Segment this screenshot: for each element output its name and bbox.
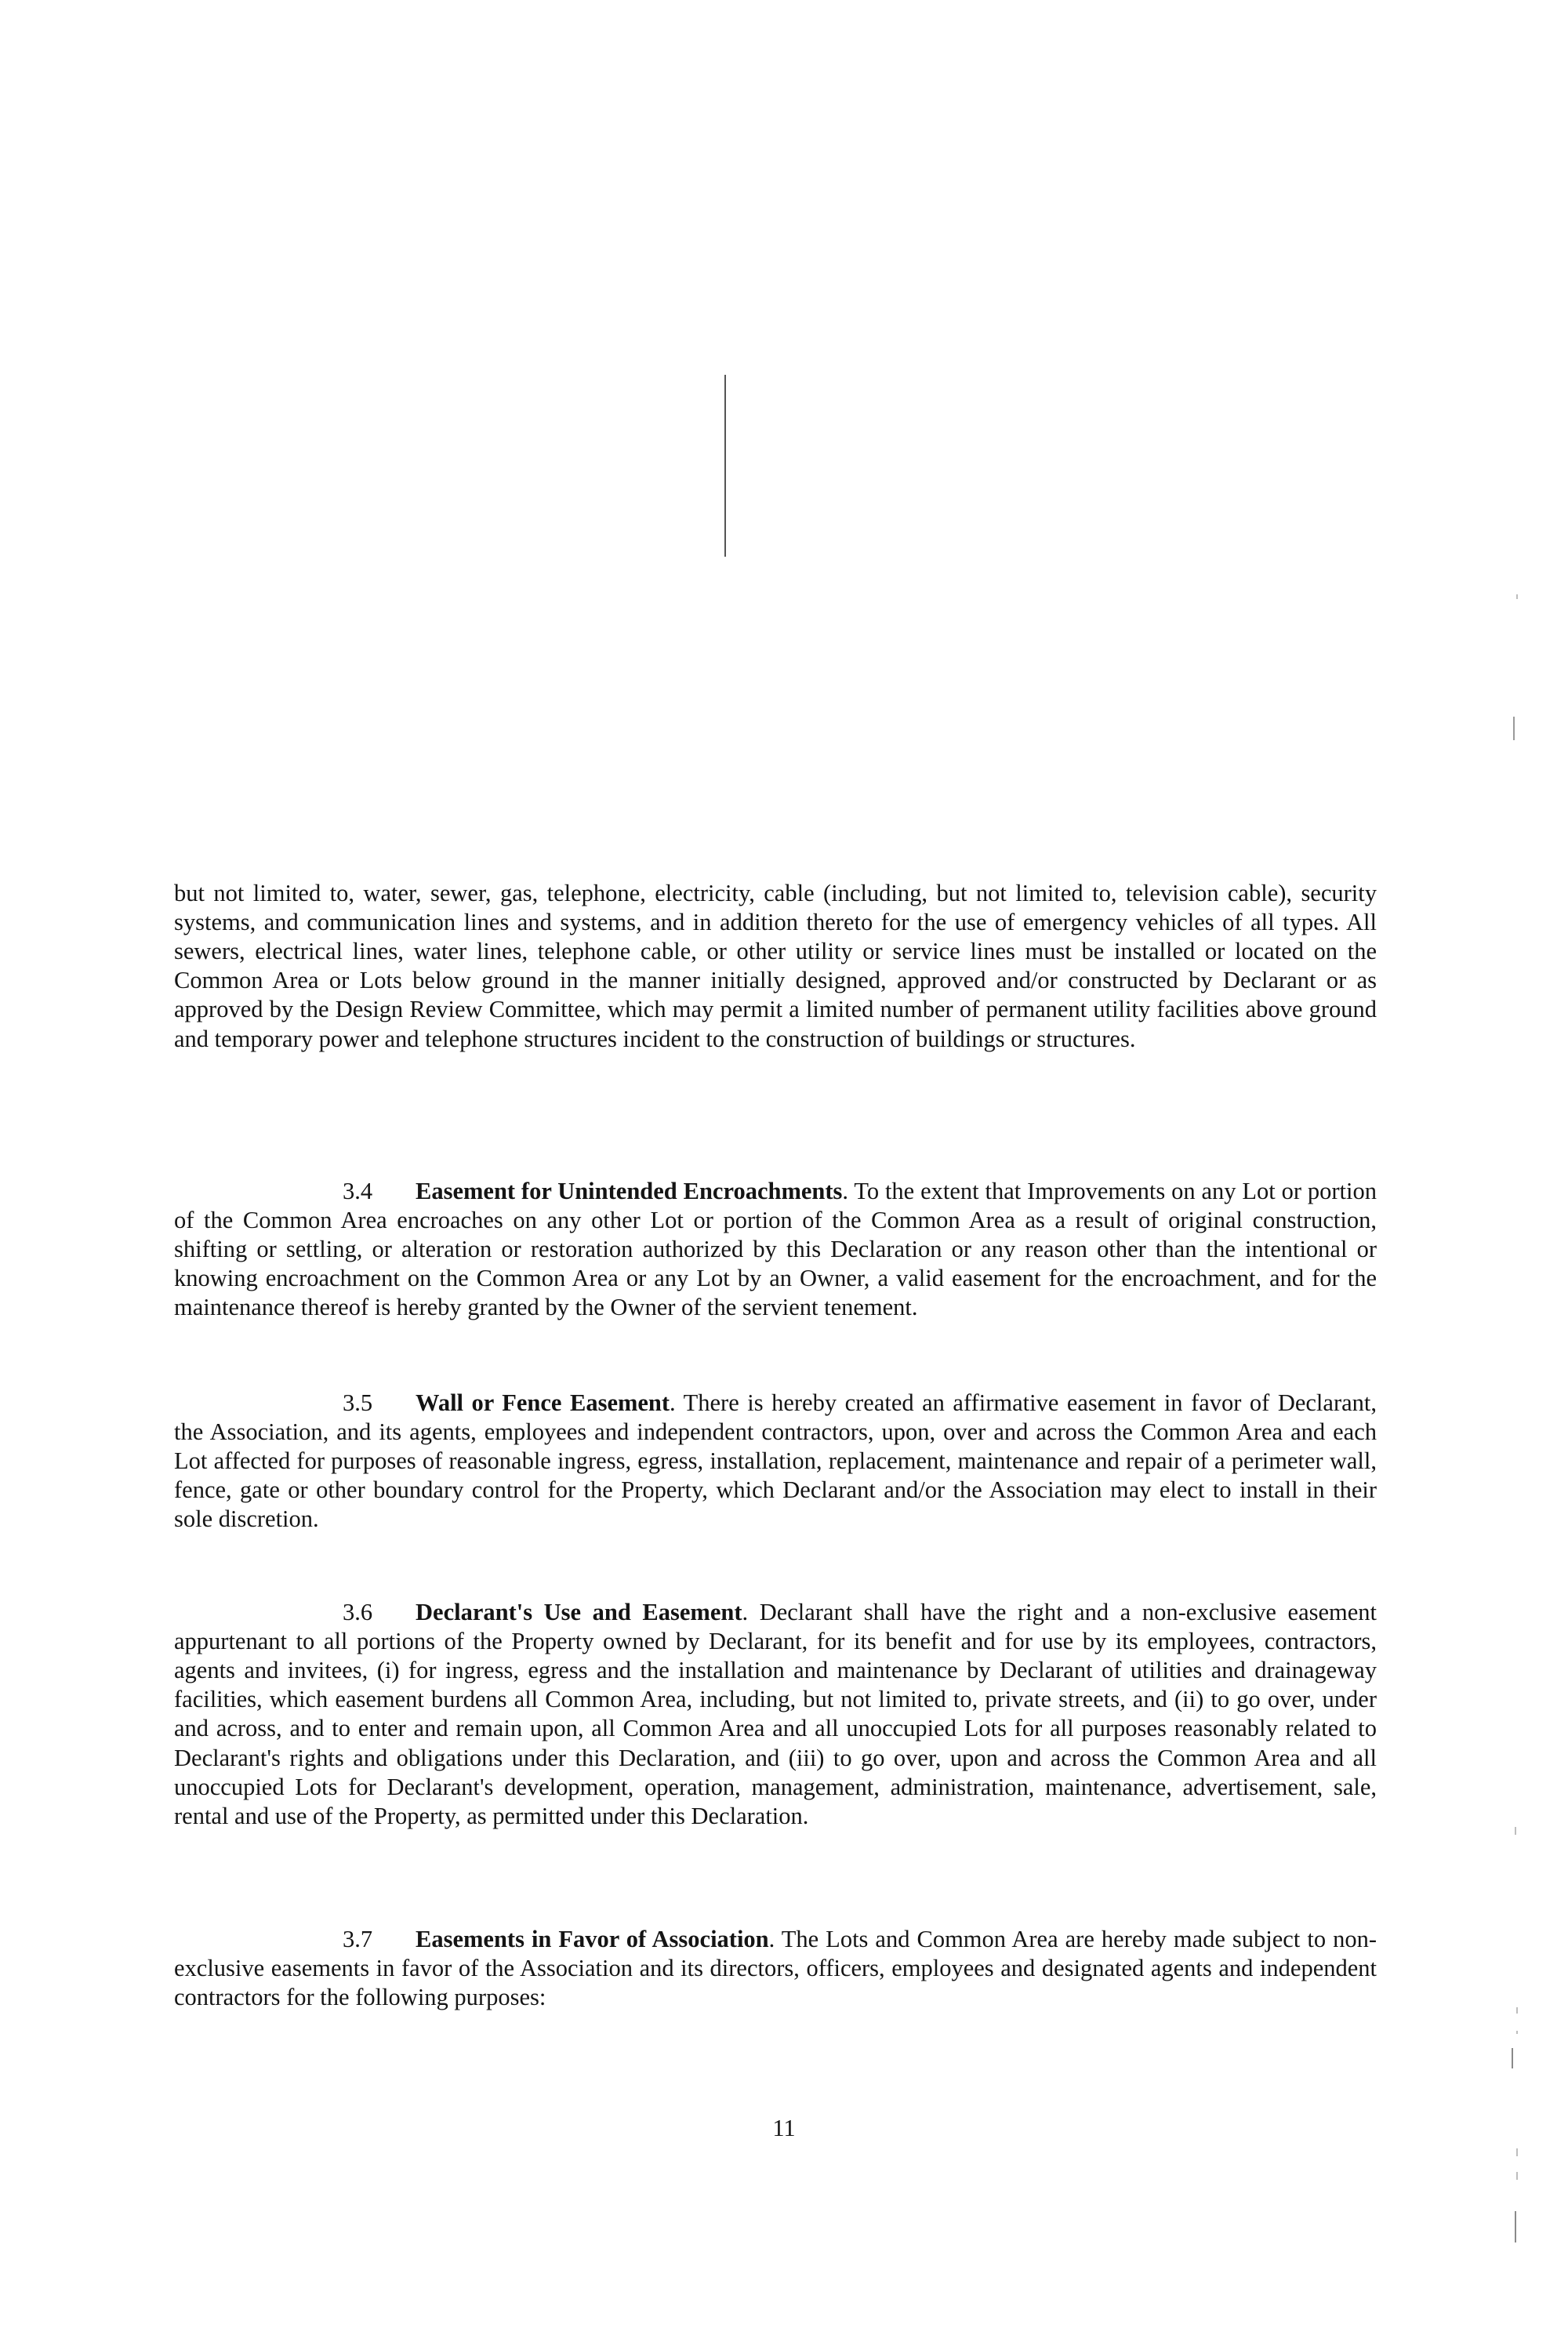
section-body: Declarant shall have the right and a non-exclusive easement appurtenant to all portions of the Property owned by Declarant, for its benefit and for use by its employees, contractors, agents and invitees, (i) for ingress, egress and the installation and maintenance by Declarant of utilities and drainageway facilities, which easement burdens all Common Area, including, but not limited to, private streets, and (ii) to go over, under and across, and to enter and remain upon, all Common Area and all unoccupied Lots for all purposes reasonably related to Declarant's rights and obligations under this Declaration, and (iii) to go over, upon and across the Common Area and all unoccupied Lots for Declarant's development, operation, management, administration, maintenance, advertisement, sale, rental and use of the Property, as permitted under this Declaration.	[174, 1598, 1377, 1829]
scan-edge-mark	[1515, 2211, 1516, 2242]
section-title: Declarant's Use and Easement	[416, 1598, 742, 1625]
section-title: Wall or Fence Easement	[416, 1389, 670, 1416]
section-title: Easements in Favor of Association	[416, 1925, 769, 1952]
scan-edge-mark	[1512, 2048, 1513, 2068]
section-3-4	[174, 1177, 1377, 1323]
scan-edge-mark	[1516, 2172, 1518, 2180]
section-number: 3.4	[343, 1177, 373, 1204]
scan-edge-mark	[1515, 1827, 1516, 1835]
section-title-period: .	[842, 1177, 855, 1204]
scan-edge-mark	[1516, 2148, 1518, 2156]
section-number: 3.5	[343, 1389, 373, 1416]
scan-edge-mark	[1516, 594, 1518, 599]
scan-fold-line	[724, 375, 726, 557]
section-body: The Lots and Common Area are hereby made subject to non-exclusive easements in favor of the Association and its directors, officers, employees and designated agents and independent contractors for the following purposes:	[174, 1925, 1377, 2010]
section-3-5	[174, 1389, 1377, 1534]
section-3-6	[174, 1598, 1377, 1832]
section-body: To the extent that Improvements on any Lot or portion of the Common Area encroaches on any other Lot or portion of the Common Area as a result of original construction, shifting or settling, or alteration or restoration authorized by this Declaration or any reason other than the intentional or knowing encroachment on the Common Area or any Lot by an Owner, a valid easement for the encroachment, and for the maintenance thereof is hereby granted by the Owner of the servient tenement.	[174, 1177, 1377, 1321]
scan-edge-mark	[1516, 2031, 1518, 2034]
intro-paragraph: but not limited to, water, sewer, gas, telephone, electricity, cable (including, but not limited to, television cable), security systems, and communication lines and systems, and in addition thereto for the use of emergency vehicles of all types. All sewers, electrical lines, water lines, telephone cable, or other utility or service lines must be installed or located on the Common Area or Lots below ground in the manner initially designed, approved and/or constructed by Declarant or as approved by the Design Review Committee, which may permit a limited number of permanent utility facilities above ground and temporary power and telephone structures incident to the construction of buildings or structures.	[174, 879, 1377, 1052]
page-number: 11	[772, 2115, 796, 2141]
section-title-period: .	[670, 1389, 684, 1416]
section-3-7	[174, 1925, 1377, 2013]
section-title-period: .	[768, 1925, 782, 1952]
section-title: Easement for Unintended Encroachments	[416, 1177, 843, 1204]
section-number: 3.6	[343, 1598, 373, 1625]
scan-edge-mark	[1516, 2007, 1518, 2014]
section-number: 3.7	[343, 1925, 373, 1952]
section-body: There is hereby created an affirmative easement in favor of Declarant, the Association, and its agents, employees and independent contractors, upon, over and across the Common Area and each Lot affected for purposes of reasonable ingress, egress, installation, replacement, maintenance and repair of a perimeter wall, fence, gate or other boundary control for the Property, which Declarant and/or the Association may elect to install in their sole discretion.	[174, 1389, 1377, 1533]
scan-edge-mark	[1513, 717, 1515, 740]
section-title-period: .	[742, 1598, 760, 1625]
